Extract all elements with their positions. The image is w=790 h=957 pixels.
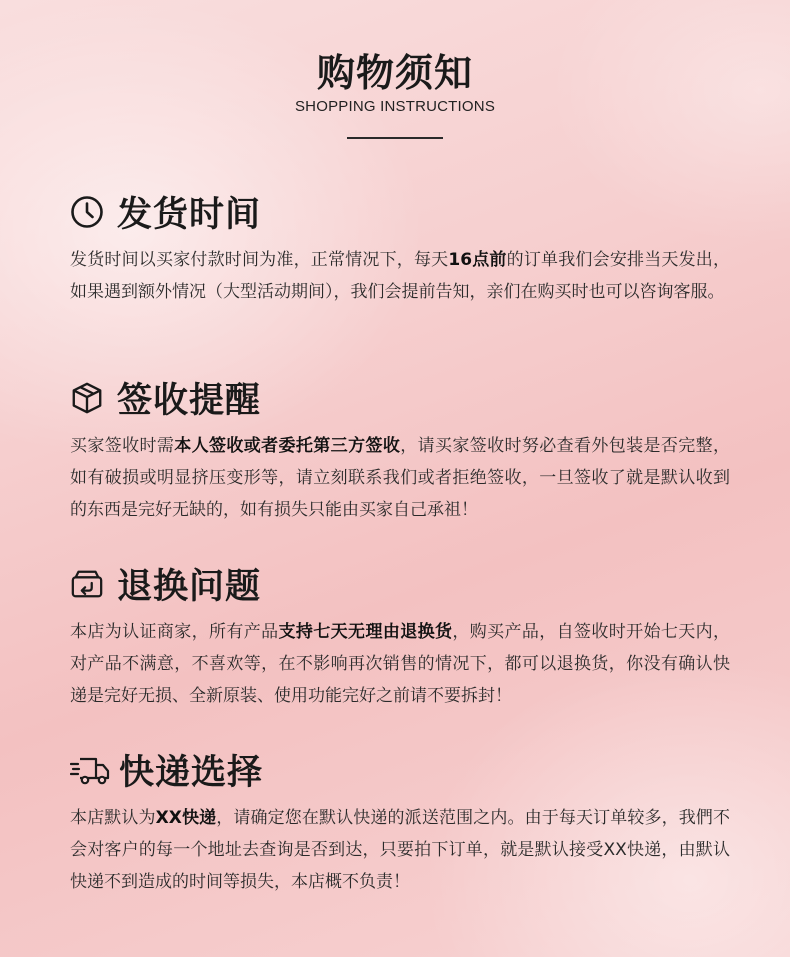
body-text: 的订单我们会安排当天发出，如果遇到额外情况（大型活动期间），我们会提前告知，亲们在购买时也可以咨询客服。 bbox=[70, 250, 731, 302]
section-header bbox=[70, 374, 730, 422]
page-subtitle: SHOPPING INSTRUCTIONS bbox=[294, 98, 496, 115]
section-title: 快递选择 bbox=[119, 753, 264, 793]
section-body bbox=[70, 802, 730, 898]
package-box-icon bbox=[70, 381, 104, 415]
section-title: 退换问题 bbox=[117, 567, 262, 607]
section-header bbox=[70, 188, 730, 236]
emphasis-text: 16点前 bbox=[448, 250, 507, 270]
body-text: ，请买家签收时努必查看外包装是否完整，如有破损或明显挤压变形等，请立刻联系我们或者拒绝签收，一旦签收了就是默认收到的东西是完好无缺的，如有损失只能由买家自己承祖！ bbox=[70, 436, 731, 520]
section-receipt-reminder bbox=[70, 374, 730, 526]
body-text: ，购买产品，自签收时开始七天内，对产品不满意，不喜欢等，在不影响再次销售的情况下，都可以退换货，你没有确认快递是完好无损、全新原装、使用功能完好之前请不要拆封！ bbox=[70, 622, 731, 706]
page-header bbox=[0, 46, 790, 139]
body-text: 发货时间以买家付款时间为准，正常情况下，每天 bbox=[70, 250, 449, 270]
section-title: 发货时间 bbox=[117, 195, 262, 235]
section-returns bbox=[70, 560, 730, 712]
section-body bbox=[70, 616, 730, 712]
section-body bbox=[70, 244, 730, 308]
body-text: 本店为认证商家，所有产品 bbox=[70, 622, 279, 642]
title-divider bbox=[347, 137, 443, 139]
section-title: 签收提醒 bbox=[117, 381, 262, 421]
emphasis-text: 支持七天无理由退换货 bbox=[278, 622, 453, 642]
emphasis-text: 本人签收或者委托第三方签收 bbox=[174, 436, 401, 456]
delivery-truck-icon bbox=[70, 753, 110, 787]
body-text: ，请确定您在默认快递的派送范围之内。由于每天订单较多，我們不会对客户的每一个地址去查询是否到达，只要拍下订单，就是默认接受XX快递，由默认快递不到造成的时间等损失，本店概不负责！ bbox=[70, 808, 731, 892]
section-header bbox=[70, 560, 730, 608]
return-exchange-icon bbox=[70, 567, 104, 601]
body-text: 本店默认为 bbox=[70, 808, 156, 828]
section-courier bbox=[70, 746, 730, 898]
section-shipping-time bbox=[70, 188, 730, 308]
body-text: 买家签收时需 bbox=[70, 436, 175, 456]
section-body bbox=[70, 430, 730, 526]
section-header bbox=[70, 746, 730, 794]
emphasis-text: XX快递 bbox=[155, 808, 217, 828]
clock-icon bbox=[70, 195, 104, 229]
page-title: 购物须知 bbox=[316, 51, 473, 95]
